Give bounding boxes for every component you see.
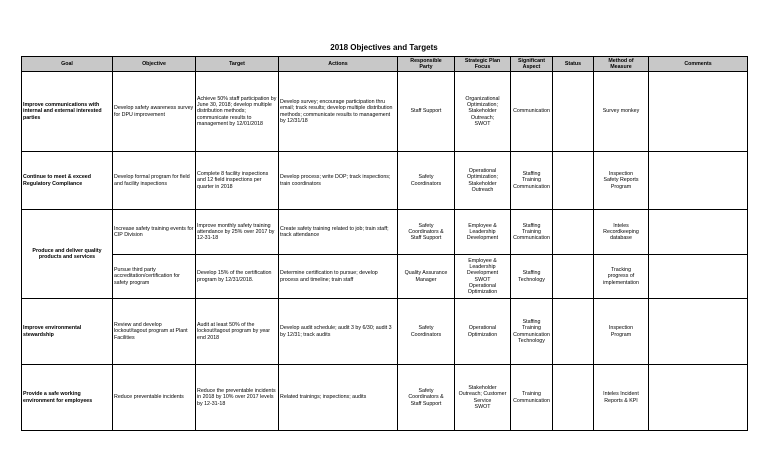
status-cell: [553, 210, 594, 255]
table-row: [22, 210, 748, 255]
focus-cell: Operational Optimization; Stakeholder Outreach: [455, 152, 511, 210]
status-cell: [553, 365, 594, 431]
document-title: 2018 Objectives and Targets: [330, 43, 438, 52]
party-cell: Safety Coordinators: [398, 152, 455, 210]
comments-cell: [649, 210, 748, 255]
goal-cell: Continue to meet & exceed Regulatory Compliance: [22, 152, 113, 210]
header-target: Target: [196, 57, 279, 72]
target-cell: Develop 15% of the certification program by 12/31/2018.: [196, 255, 279, 299]
objectives-table: [21, 56, 748, 431]
header-status: Status: [553, 57, 594, 72]
actions-cell: Create safety training related to job; train staff; track attendance: [279, 210, 398, 255]
header-comments: Comments: [649, 57, 748, 72]
objective-cell: Develop safety awareness survey for DPU improvement: [113, 72, 196, 152]
focus-cell: Employee & Leadership Development SWOT Operational Optimization: [455, 255, 511, 299]
measure-cell: Survey monkey: [594, 72, 649, 152]
actions-cell: Related trainings; inspections; audits: [279, 365, 398, 431]
focus-cell: Stakeholder Outreach; Customer Service SWOT: [455, 365, 511, 431]
party-cell: Safety Coordinators: [398, 299, 455, 365]
target-cell: Reduce the preventable incidents in 2018 by 10% over 2017 levels by 12-31-18: [196, 365, 279, 431]
table-row: [22, 365, 748, 431]
actions-cell: Develop process; write DOP; track inspections; train coordinators: [279, 152, 398, 210]
objective-cell: Develop formal program for field and facility inspections: [113, 152, 196, 210]
header-significant-aspect: Significant Aspect: [511, 57, 553, 72]
comments-cell: [649, 255, 748, 299]
comments-cell: [649, 152, 748, 210]
objective-cell: Pursue third party accreditation/certification for safety program: [113, 255, 196, 299]
header-row: [22, 57, 748, 72]
status-cell: [553, 72, 594, 152]
comments-cell: [649, 365, 748, 431]
measure-cell: Inspection Safety Reports Program: [594, 152, 649, 210]
focus-cell: Operational Optimization: [455, 299, 511, 365]
party-cell: Safety Coordinators & Staff Support: [398, 210, 455, 255]
aspect-cell: Staffing Training Communication: [511, 210, 553, 255]
target-cell: Improve monthly safety training attendance by 25% over 2017 by 12-31-18: [196, 210, 279, 255]
header-method-of-measure: Method of Measure: [594, 57, 649, 72]
table-row: [22, 299, 748, 365]
goal-cell: Provide a safe working environment for employees: [22, 365, 113, 431]
party-cell: Safety Coordinators & Staff Support: [398, 365, 455, 431]
aspect-cell: Staffing Training Communication Technology: [511, 299, 553, 365]
aspect-cell: Staffing Training Communication: [511, 152, 553, 210]
measure-cell: Tracking progress of implementation: [594, 255, 649, 299]
focus-cell: Employee & Leadership Development: [455, 210, 511, 255]
status-cell: [553, 299, 594, 365]
header-goal: Goal: [22, 57, 113, 72]
goal-cell: Produce and deliver quality products and services: [22, 210, 113, 299]
status-cell: [553, 255, 594, 299]
target-cell: Complete 8 facility inspections and 12 field inspections per quarter in 2018: [196, 152, 279, 210]
target-cell: Achieve 50% staff participation by June 30, 2018; develop multiple distribution methods; communicate results to management by 12/01/2018: [196, 72, 279, 152]
party-cell: Staff Support: [398, 72, 455, 152]
aspect-cell: Communication: [511, 72, 553, 152]
comments-cell: [649, 72, 748, 152]
status-cell: [553, 152, 594, 210]
party-cell: Quality Assurance Manager: [398, 255, 455, 299]
goal-cell: Improve communications with internal and external interested parties: [22, 72, 113, 152]
measure-cell: Inteles Incident Reports & KPI: [594, 365, 649, 431]
comments-cell: [649, 299, 748, 365]
objective-cell: Increase safety training events for CIP Division: [113, 210, 196, 255]
objective-cell: Reduce preventable incidents: [113, 365, 196, 431]
measure-cell: Inteles Recordkeeping database: [594, 210, 649, 255]
header-actions: Actions: [279, 57, 398, 72]
header-responsible-party: Responsible Party: [398, 57, 455, 72]
measure-cell: Inspection Program: [594, 299, 649, 365]
table-row: [22, 152, 748, 210]
header-strategic-plan-focus: Strategic Plan Focus: [455, 57, 511, 72]
focus-cell: Organizational Optimization; Stakeholder Outreach; SWOT: [455, 72, 511, 152]
goal-cell: Improve environmental stewardship: [22, 299, 113, 365]
table-row: [22, 255, 748, 299]
target-cell: Audit at least 50% of the lockout/tagout program by year end 2018: [196, 299, 279, 365]
actions-cell: Determine certification to pursue; develop process and timeline; train staff: [279, 255, 398, 299]
aspect-cell: Staffing Technology: [511, 255, 553, 299]
actions-cell: Develop survey; encourage participation thru email; track results; develop multiple distribution methods; communicate results to management by 12/31/18: [279, 72, 398, 152]
objective-cell: Review and develop lockout/tagout program at Plant Facilities: [113, 299, 196, 365]
aspect-cell: Training Communication: [511, 365, 553, 431]
header-objective: Objective: [113, 57, 196, 72]
actions-cell: Develop audit schedule; audit 3 by 6/30; audit 3 by 12/31; track audits: [279, 299, 398, 365]
table-row: [22, 72, 748, 152]
